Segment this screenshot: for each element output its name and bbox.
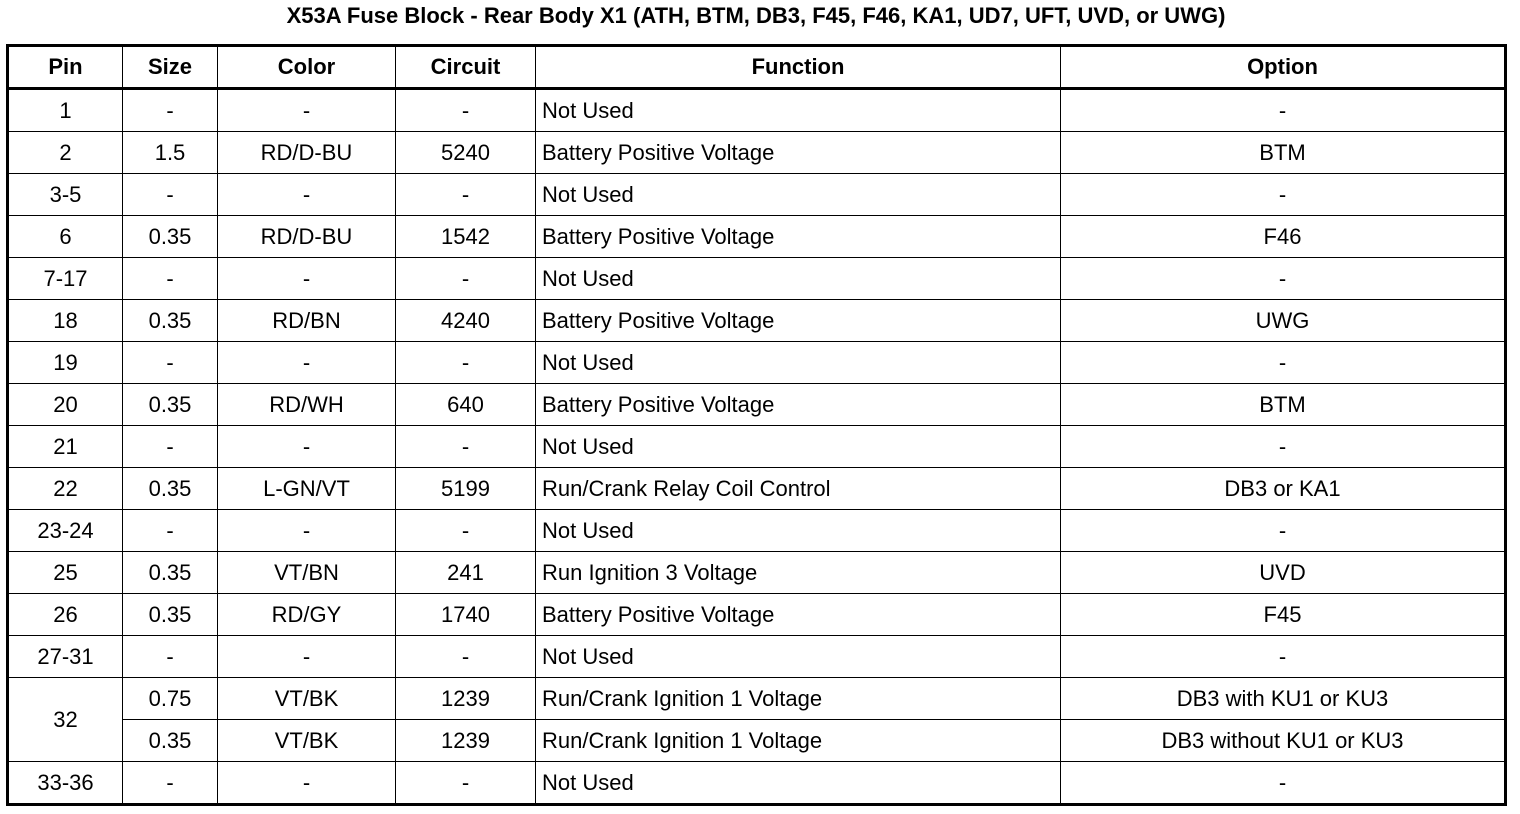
circuit-cell: - (396, 762, 536, 805)
color-cell: - (218, 510, 396, 552)
option-cell: - (1061, 258, 1506, 300)
column-header-color: Color (218, 46, 396, 89)
function-cell: Battery Positive Voltage (536, 132, 1061, 174)
color-cell: RD/WH (218, 384, 396, 426)
pin-cell: 18 (8, 300, 123, 342)
function-cell: Not Used (536, 762, 1061, 805)
size-cell: - (123, 762, 218, 805)
pin-cell: 3-5 (8, 174, 123, 216)
size-cell: - (123, 426, 218, 468)
table-row (8, 720, 1506, 762)
function-cell: Run Ignition 3 Voltage (536, 552, 1061, 594)
size-cell: 0.35 (123, 300, 218, 342)
color-cell: RD/D-BU (218, 132, 396, 174)
table-row (8, 216, 1506, 258)
circuit-cell: 5240 (396, 132, 536, 174)
color-cell: VT/BK (218, 678, 396, 720)
color-cell: - (218, 174, 396, 216)
size-cell: 0.35 (123, 216, 218, 258)
function-cell: Run/Crank Relay Coil Control (536, 468, 1061, 510)
column-header-function: Function (536, 46, 1061, 89)
column-header-circuit: Circuit (396, 46, 536, 89)
color-cell: - (218, 762, 396, 805)
circuit-cell: - (396, 174, 536, 216)
table-row (8, 174, 1506, 216)
table-row (8, 594, 1506, 636)
function-cell: Run/Crank Ignition 1 Voltage (536, 678, 1061, 720)
table-row (8, 468, 1506, 510)
table-row (8, 258, 1506, 300)
color-cell: - (218, 89, 396, 132)
option-cell: BTM (1061, 132, 1506, 174)
column-header-size: Size (123, 46, 218, 89)
function-cell: Battery Positive Voltage (536, 594, 1061, 636)
page-title: X53A Fuse Block - Rear Body X1 (ATH, BTM, DB3, F45, F46, KA1, UD7, UFT, UVD, or UWG) (286, 3, 1226, 28)
function-cell: Not Used (536, 258, 1061, 300)
option-cell: - (1061, 636, 1506, 678)
pin-cell: 21 (8, 426, 123, 468)
color-cell: - (218, 426, 396, 468)
pin-cell: 27-31 (8, 636, 123, 678)
table-row (8, 636, 1506, 678)
circuit-cell: - (396, 89, 536, 132)
function-cell: Not Used (536, 636, 1061, 678)
option-cell: BTM (1061, 384, 1506, 426)
circuit-cell: - (396, 426, 536, 468)
pin-cell: 7-17 (8, 258, 123, 300)
pin-cell: 19 (8, 342, 123, 384)
pin-cell: 6 (8, 216, 123, 258)
pin-cell: 26 (8, 594, 123, 636)
color-cell: RD/BN (218, 300, 396, 342)
size-cell: - (123, 342, 218, 384)
table-row (8, 132, 1506, 174)
option-cell: DB3 or KA1 (1061, 468, 1506, 510)
option-cell: DB3 with KU1 or KU3 (1061, 678, 1506, 720)
column-header-option: Option (1061, 46, 1506, 89)
pin-cell: 20 (8, 384, 123, 426)
table-header-row (8, 46, 1506, 89)
color-cell: RD/D-BU (218, 216, 396, 258)
table-row (8, 678, 1506, 720)
size-cell: 0.35 (123, 468, 218, 510)
function-cell: Battery Positive Voltage (536, 300, 1061, 342)
pin-cell: 22 (8, 468, 123, 510)
size-cell: 0.35 (123, 594, 218, 636)
table-row (8, 89, 1506, 132)
pin-cell: 25 (8, 552, 123, 594)
option-cell: - (1061, 426, 1506, 468)
circuit-cell: 1740 (396, 594, 536, 636)
table-row (8, 342, 1506, 384)
option-cell: - (1061, 510, 1506, 552)
option-cell: UVD (1061, 552, 1506, 594)
function-cell: Battery Positive Voltage (536, 384, 1061, 426)
option-cell: UWG (1061, 300, 1506, 342)
color-cell: - (218, 258, 396, 300)
color-cell: VT/BN (218, 552, 396, 594)
color-cell: RD/GY (218, 594, 396, 636)
size-cell: - (123, 510, 218, 552)
pin-cell: 23-24 (8, 510, 123, 552)
option-cell: F45 (1061, 594, 1506, 636)
size-cell: 0.35 (123, 720, 218, 762)
table-row (8, 426, 1506, 468)
pin-cell: 2 (8, 132, 123, 174)
color-cell: - (218, 636, 396, 678)
table-row (8, 384, 1506, 426)
circuit-cell: 1239 (396, 720, 536, 762)
circuit-cell: - (396, 258, 536, 300)
color-cell: - (218, 342, 396, 384)
circuit-cell: 1542 (396, 216, 536, 258)
color-cell: VT/BK (218, 720, 396, 762)
circuit-cell: - (396, 636, 536, 678)
option-cell: DB3 without KU1 or KU3 (1061, 720, 1506, 762)
size-cell: - (123, 174, 218, 216)
connector-pinout-table (6, 44, 1507, 806)
column-header-pin: Pin (8, 46, 123, 89)
circuit-cell: 5199 (396, 468, 536, 510)
size-cell: - (123, 636, 218, 678)
circuit-cell: - (396, 342, 536, 384)
table-row (8, 510, 1506, 552)
size-cell: - (123, 89, 218, 132)
function-cell: Not Used (536, 174, 1061, 216)
circuit-cell: 640 (396, 384, 536, 426)
option-cell: F46 (1061, 216, 1506, 258)
function-cell: Not Used (536, 426, 1061, 468)
function-cell: Battery Positive Voltage (536, 216, 1061, 258)
circuit-cell: 241 (396, 552, 536, 594)
function-cell: Not Used (536, 89, 1061, 132)
circuit-cell: 4240 (396, 300, 536, 342)
circuit-cell: - (396, 510, 536, 552)
pin-cell: 1 (8, 89, 123, 132)
size-cell: 0.35 (123, 384, 218, 426)
table-row (8, 552, 1506, 594)
function-cell: Not Used (536, 510, 1061, 552)
size-cell: 0.35 (123, 552, 218, 594)
size-cell: - (123, 258, 218, 300)
pin-cell: 32 (8, 678, 123, 762)
function-cell: Not Used (536, 342, 1061, 384)
table-row (8, 762, 1506, 805)
color-cell: L-GN/VT (218, 468, 396, 510)
pin-cell: 33-36 (8, 762, 123, 805)
option-cell: - (1061, 89, 1506, 132)
option-cell: - (1061, 762, 1506, 805)
option-cell: - (1061, 342, 1506, 384)
size-cell: 1.5 (123, 132, 218, 174)
circuit-cell: 1239 (396, 678, 536, 720)
table-row (8, 300, 1506, 342)
size-cell: 0.75 (123, 678, 218, 720)
function-cell: Run/Crank Ignition 1 Voltage (536, 720, 1061, 762)
option-cell: - (1061, 174, 1506, 216)
